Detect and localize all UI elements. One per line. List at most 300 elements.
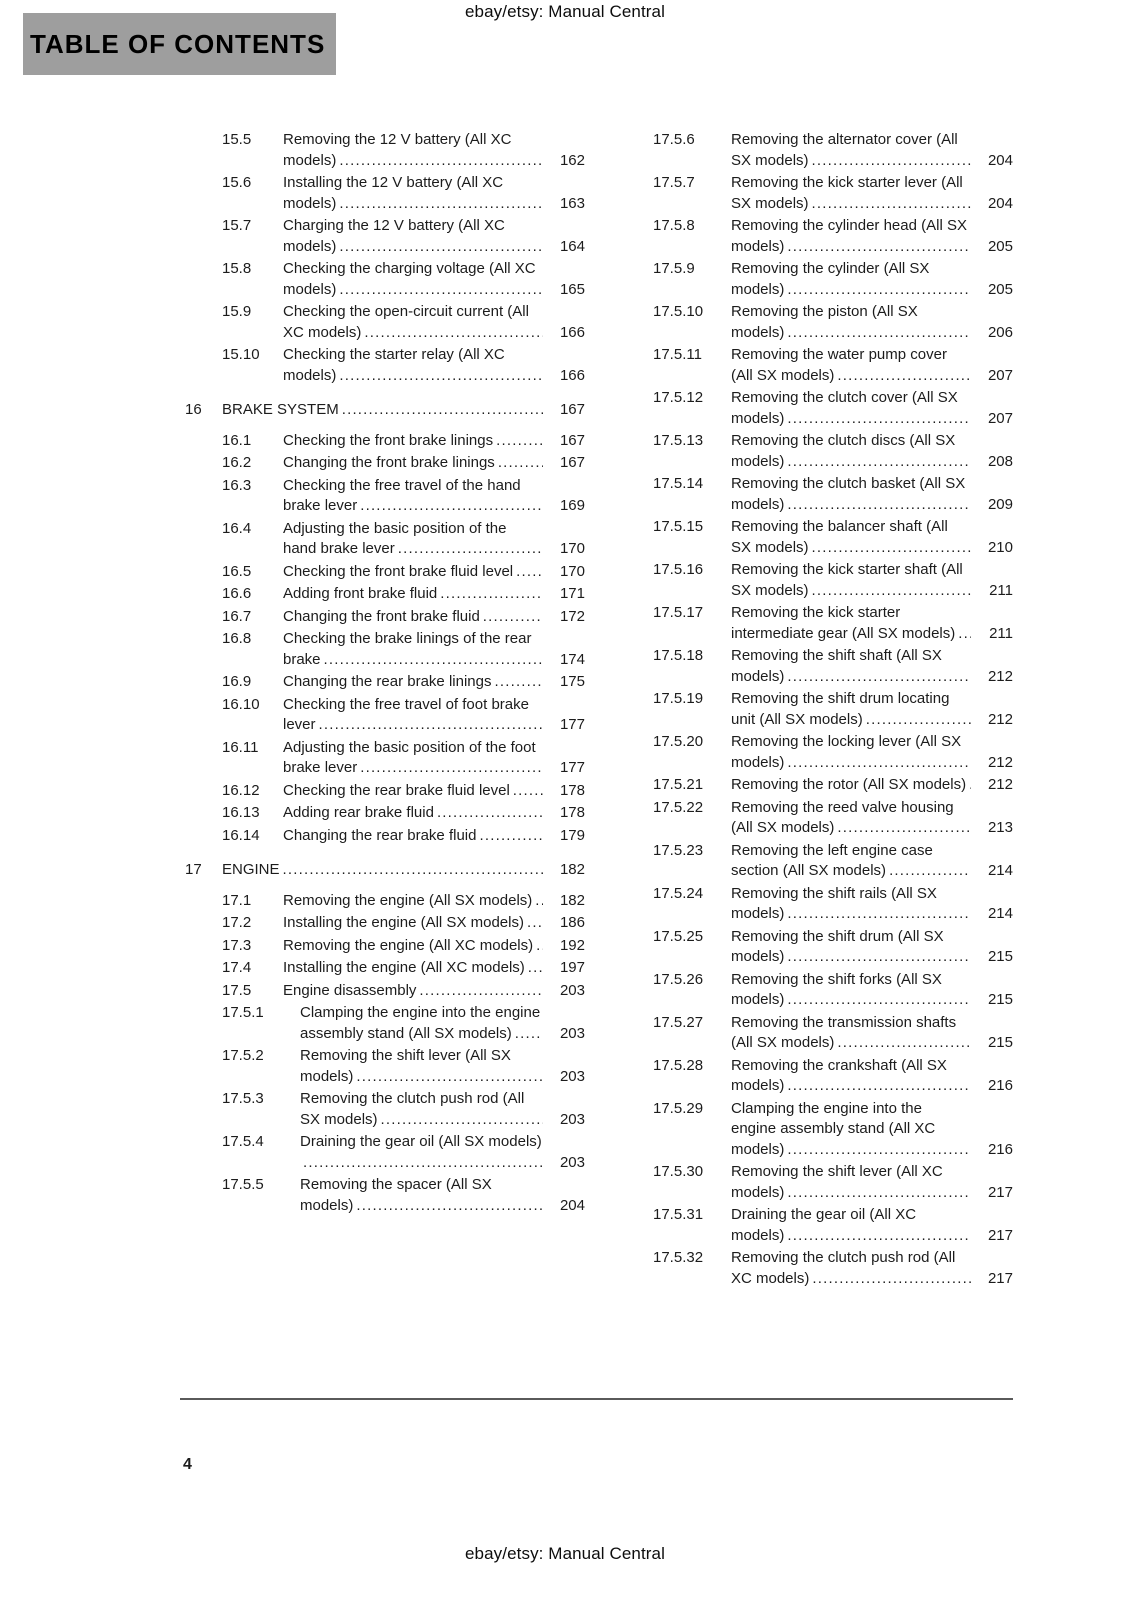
toc-entry-title (731, 173, 971, 214)
toc-entry-title (283, 584, 543, 605)
toc-entry-label: Adjusting the basic position of the foot brake lever ..... (283, 739, 536, 777)
toc-entry-label: Removing the kick starter intermediate gear (All SX models) ..... (731, 604, 958, 642)
toc-entry-number: 16.7 (222, 607, 252, 625)
toc-entry-title (283, 913, 543, 934)
toc-entry-number: 16.1 (222, 431, 252, 449)
toc-entry-number: 17.2 (222, 914, 252, 931)
toc-entry (653, 1248, 1013, 1289)
toc-entry-number: 17.5.12 (653, 389, 704, 406)
toc-entry (222, 1132, 585, 1173)
toc-entry-label: Removing the shift lever (All SX models) ..... (300, 1047, 511, 1085)
toc-entry-title (300, 1089, 543, 1130)
toc-entry (222, 958, 585, 979)
toc-entry (653, 474, 1013, 515)
footer-divider (180, 1398, 1013, 1400)
toc-entry-page: 167 (559, 431, 585, 449)
toc-entry (222, 173, 585, 214)
toc-entry-label: Checking the charging voltage (All XC models) ..... (283, 260, 536, 298)
toc-entry-page: 211 (989, 624, 1013, 642)
toc-entry-number: 17.5.2 (222, 1047, 264, 1064)
toc-entry-page: 207 (987, 409, 1013, 427)
toc-entry-title (283, 803, 543, 824)
toc-entry (653, 345, 1013, 386)
toc-entry-number: 17.5.14 (653, 475, 704, 492)
toc-entry-label: Removing the clutch push rod (All SX models) ..... (300, 1090, 524, 1128)
toc-entry (222, 259, 585, 300)
toc-entry-page: 216 (987, 1077, 1013, 1094)
toc-entry-label: Clamping the engine into the engine assembly stand (All SX models) ..... (300, 1004, 540, 1042)
toc-entry-number: 15.9 (222, 303, 252, 320)
toc-entry-title (283, 259, 543, 300)
toc-entry-title (731, 603, 971, 644)
toc-entry-page: 178 (559, 781, 585, 799)
toc-entry-number: 17.5.20 (653, 733, 704, 750)
toc-entry-label: Changing the front brake fluid ..... (283, 608, 483, 625)
toc-entry-title (283, 130, 543, 171)
toc-entry-page: 203 (559, 981, 585, 999)
toc-entry-label: Changing the front brake linings ..... (283, 454, 498, 471)
toc-entry-label: Removing the crankshaft (All SX models) ..... (731, 1057, 947, 1095)
toc-entry-number: 17.5.4 (222, 1133, 264, 1150)
toc-entry-page: 208 (987, 452, 1013, 470)
toc-entry-label: Checking the brake linings of the rear brake ..... (283, 630, 531, 668)
toc-entry-label: Changing the rear brake linings ..... (283, 673, 494, 690)
toc-entry-page: 166 (559, 366, 585, 384)
toc-entry-title (731, 560, 971, 601)
toc-entry-label: Removing the locking lever (All SX models) ..... (731, 733, 961, 771)
toc-entry-page: 204 (559, 1196, 585, 1214)
toc-entry-label: Removing the clutch cover (All SX models) ..... (731, 389, 958, 427)
toc-entry-title (731, 345, 971, 386)
toc-entry-number: 16.11 (222, 738, 259, 756)
toc-entry-number: 15.10 (222, 346, 260, 363)
toc-entry-label: Adding rear brake fluid ..... (283, 804, 437, 821)
toc-entry-number: 17.5.3 (222, 1090, 264, 1107)
toc-entry-number: 17.5.11 (653, 346, 702, 363)
toc-entry-label: Removing the water pump cover (All SX models) ..... (731, 346, 947, 384)
toc-entry-page: 215 (987, 948, 1013, 965)
toc-entry-title (283, 173, 543, 214)
toc-entry-title (731, 646, 971, 687)
toc-entry (222, 302, 585, 343)
toc-entry-page: 215 (987, 1034, 1013, 1051)
toc-entry-label: Engine disassembly ..... (283, 982, 419, 999)
toc-entry-label: Removing the shift lever (All XC models) ..... (731, 1163, 943, 1201)
toc-entry-page: 172 (559, 607, 585, 625)
toc-entry-page: 182 (559, 891, 585, 909)
toc-entry-title (283, 607, 543, 628)
toc-entry-title (283, 738, 543, 779)
toc-entry-number: 17.5.31 (653, 1206, 704, 1223)
toc-entry-label: Installing the 12 V battery (All XC models) ..... (283, 174, 503, 212)
toc-entry-title (222, 400, 543, 421)
toc-entry-number: 17.3 (222, 936, 252, 954)
toc-entry-title (731, 732, 971, 773)
toc-entry-title (731, 130, 971, 171)
toc-entry-title (731, 216, 971, 257)
toc-entry-number: 17.5.9 (653, 260, 695, 277)
toc-entry-number: 17.5.23 (653, 841, 704, 859)
toc-entry-page: 163 (559, 194, 585, 212)
toc-entry (222, 1003, 585, 1044)
toc-entry-title (283, 629, 543, 670)
toc-entry (222, 130, 585, 171)
toc-entry-title (283, 519, 543, 560)
toc-entry-title (731, 689, 971, 730)
toc-entry (653, 884, 1013, 925)
toc-entry-label: Adding front brake fluid ..... (283, 585, 440, 602)
toc-entry-number: 15.6 (222, 174, 252, 191)
toc-entry-number: 17.5.8 (653, 217, 695, 234)
toc-entry-page: 204 (987, 194, 1013, 212)
toc-entry-label: Checking the free travel of foot brake lever ..... (283, 696, 529, 734)
toc-entry-label: Removing the kick starter lever (All SX models) ..... (731, 174, 963, 212)
toc-entry-label: Removing the engine (All XC models) ..... (283, 937, 536, 954)
toc-entry-page: 206 (987, 323, 1013, 341)
toc-entry (653, 689, 1013, 730)
toc-entry-title (283, 981, 543, 1002)
toc-entry (222, 738, 585, 779)
toc-entry (222, 629, 585, 670)
toc-entry (222, 607, 585, 628)
toc-entry-page: 170 (559, 562, 585, 580)
toc-entry (222, 584, 585, 605)
toc-entry-number: 17.5.16 (653, 561, 704, 578)
toc-entry-title (283, 345, 543, 386)
toc-entry-title (300, 1046, 543, 1087)
toc-entry-title (731, 517, 971, 558)
toc-entry (653, 1056, 1013, 1097)
toc-entry-number: 17.5.21 (653, 776, 704, 793)
toc-entry-title (731, 970, 971, 1011)
toc-entry (222, 519, 585, 560)
toc-entry (653, 560, 1013, 601)
toc-entry-title (731, 775, 971, 796)
toc-entry (185, 400, 585, 421)
toc-entry (653, 927, 1013, 968)
toc-entry (222, 981, 585, 1002)
toc-entry-label: Adjusting the basic position of the hand brake lever ..... (283, 520, 506, 558)
toc-entry-page: 177 (559, 716, 585, 733)
toc-entry-number: 17.5.18 (653, 647, 704, 664)
toc-entry-title (731, 474, 971, 515)
toc-entry-page: 182 (559, 861, 585, 878)
toc-entry-page: 205 (987, 280, 1013, 298)
toc-entry-number: 16.5 (222, 562, 252, 580)
page-number: 4 (183, 1456, 192, 1473)
toc-entry-number: 16.13 (222, 804, 260, 821)
toc-entry-title (283, 672, 543, 693)
toc-entry-title (283, 695, 543, 736)
toc-entry (222, 891, 585, 912)
toc-entry-title (731, 927, 971, 968)
toc-entry-label: Checking the front brake linings ..... (283, 432, 496, 449)
toc-entry (222, 1089, 585, 1130)
toc-entry-page: 214 (987, 862, 1013, 879)
toc-entry-title (731, 302, 971, 343)
toc-entry-number: 17.5.27 (653, 1013, 704, 1031)
toc-entry (222, 453, 585, 474)
toc-entry-title (283, 453, 543, 474)
toc-entry-title (300, 1175, 543, 1216)
toc-entry-label: Installing the engine (All SX models) ..... (283, 914, 527, 931)
page-title: TABLE OF CONTENTS (30, 28, 326, 59)
toc-entry-label: Removing the engine (All SX models) ..... (283, 892, 535, 909)
toc-entry-title (731, 841, 971, 882)
toc-entry-page: 171 (559, 585, 585, 602)
toc-entry-page: 166 (559, 323, 585, 341)
toc-entry-title (283, 891, 543, 912)
toc-entry (653, 603, 1013, 644)
toc-entry-title (731, 1013, 971, 1054)
toc-entry-number: 16.4 (222, 519, 252, 537)
toc-entry (653, 732, 1013, 773)
toc-entry-label: Checking the free travel of the hand brake lever ..... (283, 477, 521, 515)
toc-entry-label: Removing the reed valve housing (All SX models) ..... (731, 799, 954, 837)
toc-entry-page: 209 (987, 495, 1013, 513)
toc-entry-title (731, 1162, 971, 1203)
toc-entry-page: 212 (987, 753, 1013, 771)
toc-entry-page: 216 (987, 1140, 1013, 1158)
header-brand: ebay/etsy: Manual Central (465, 2, 665, 21)
toc-entry-title (283, 958, 543, 979)
toc-entry-number: 17.5.6 (653, 131, 695, 148)
toc-entry-title (731, 884, 971, 925)
toc-entry-title (731, 388, 971, 429)
toc-entry-page: 192 (559, 936, 585, 954)
toc-entry-page: 175 (559, 673, 585, 690)
toc-entry-page: 204 (987, 151, 1013, 169)
toc-entry-number: 17.5.7 (653, 174, 695, 191)
toc-entry-label: Removing the cylinder head (All SX models) ..... (731, 217, 967, 255)
toc-entry-title (283, 431, 543, 452)
toc-entry-number: 17.5.19 (653, 690, 704, 707)
toc-entry (653, 798, 1013, 839)
toc-entry-label: Removing the transmission shafts (All SX models) ..... (731, 1014, 956, 1052)
toc-entry-label: Removing the 12 V battery (All XC models) ..... (283, 131, 511, 169)
toc-entry-label: Removing the clutch push rod (All XC models) ..... (731, 1249, 955, 1287)
toc-entry-page: 210 (987, 538, 1013, 556)
toc-entry-title (731, 1099, 971, 1161)
toc-entry (222, 1175, 585, 1216)
toc-entry-label: Removing the shift shaft (All SX models) ..... (731, 647, 942, 685)
toc-entry (222, 216, 585, 257)
toc-entry-page: 167 (559, 454, 585, 471)
toc-entry (653, 1162, 1013, 1203)
toc-entry-page: 169 (559, 497, 585, 514)
toc-entry-title (731, 259, 971, 300)
toc-entry-page: 213 (987, 819, 1013, 836)
toc-entry-page: 164 (559, 237, 585, 255)
toc-entry-label: Removing the shift forks (All SX models) ..... (731, 971, 942, 1009)
toc-entry-page: 203 (559, 1110, 585, 1128)
toc-entry (653, 388, 1013, 429)
toc-entry (222, 803, 585, 824)
toc-entry (222, 826, 585, 847)
toc-entry-label: BRAKE SYSTEM ..... (222, 401, 342, 418)
toc-entry-title (283, 302, 543, 343)
toc-entry-label: Removing the kick starter shaft (All SX models) ..... (731, 561, 963, 599)
toc-entry-label: Removing the alternator cover (All SX models) ..... (731, 131, 958, 169)
toc-column-left (185, 130, 585, 1291)
toc-entry-number: 15.8 (222, 260, 252, 277)
toc-entry (653, 646, 1013, 687)
toc-entry-number: 16.6 (222, 585, 252, 602)
toc-entry-title (283, 781, 543, 802)
toc-entry-number: 17.5.25 (653, 927, 704, 945)
toc-entry-label: Removing the clutch discs (All SX models) ..... (731, 432, 955, 470)
toc-entry (222, 431, 585, 452)
toc-entry-number: 16.14 (222, 826, 260, 844)
toc-entry-label: Removing the balancer shaft (All SX models) ..... (731, 518, 948, 556)
toc-entry-page: 203 (559, 1067, 585, 1085)
toc-entry-page: 165 (559, 280, 585, 298)
toc-entry (222, 562, 585, 583)
toc-entry-title (300, 1003, 543, 1044)
toc-entry-number: 17.1 (222, 891, 252, 909)
toc-entry-page: 211 (989, 581, 1013, 599)
toc-entry-page: 212 (987, 710, 1013, 728)
toc-entry-number: 17.5.32 (653, 1249, 704, 1266)
toc-entry-number: 17.4 (222, 959, 252, 976)
toc-entry-number: 17 (185, 861, 202, 878)
toc-entry-label: Draining the gear oil (All XC models) ..... (731, 1206, 916, 1244)
toc-entry-number: 17.5.15 (653, 518, 704, 535)
toc-entry-page: 170 (559, 540, 585, 557)
toc-entry (653, 1013, 1013, 1054)
toc-entry-label: Checking the open-circuit current (All XC models) ..... (283, 303, 529, 341)
toc-entry-label: Checking the front brake fluid level ..... (283, 563, 516, 580)
toc-entry-page: 177 (559, 759, 585, 776)
toc-entry-label: Removing the spacer (All SX models) ..... (300, 1176, 492, 1214)
toc-entry (222, 695, 585, 736)
toc-entry (653, 1205, 1013, 1246)
toc-entry-label: Removing the shift rails (All SX models) ..... (731, 885, 937, 923)
toc-entry-number: 17.5.5 (222, 1176, 264, 1193)
toc-entry-title (222, 860, 543, 881)
toc-entry-label: Removing the rotor (All SX models) ..... (731, 776, 969, 793)
toc-entry (653, 302, 1013, 343)
toc-entry (185, 860, 585, 881)
toc-entry-title (283, 216, 543, 257)
toc-entry-number: 16 (185, 401, 202, 418)
toc-entry-page: 205 (987, 237, 1013, 255)
toc-entry-number: 17.5.26 (653, 970, 704, 988)
toc-entry-page: 212 (987, 776, 1013, 793)
toc-entry-label: Removing the clutch basket (All SX models) ..... (731, 475, 965, 513)
toc-entry-page: 178 (559, 804, 585, 821)
toc-entry-number: 17.5.30 (653, 1163, 704, 1180)
toc-entry-label: Charging the 12 V battery (All XC models) ..... (283, 217, 505, 255)
toc-entry-label: Removing the shift drum locating unit (All SX models) ..... (731, 690, 949, 728)
toc-entry-number: 17.5.28 (653, 1056, 704, 1074)
toc-entry-number: 17.5 (222, 981, 252, 999)
toc-entry-page: 162 (559, 151, 585, 169)
toc-entry-page: 215 (987, 991, 1013, 1008)
toc-entry-label: Draining the gear oil (All SX models) ..... (300, 1133, 542, 1171)
toc-entry (222, 1046, 585, 1087)
toc-entry-title (283, 476, 543, 517)
toc-entry-number: 17.5.22 (653, 798, 704, 816)
toc-entry (222, 936, 585, 957)
toc-entry-number: 17.5.1 (222, 1004, 264, 1021)
toc-entry-label: Checking the rear brake fluid level ..... (283, 782, 513, 799)
toc-entry (222, 476, 585, 517)
toc-entry-number: 17.5.13 (653, 432, 704, 449)
toc-entry-page: 203 (559, 1153, 585, 1171)
footer-brand: ebay/etsy: Manual Central (465, 1544, 665, 1563)
toc-entry-number: 16.12 (222, 781, 260, 799)
toc-entry-page: 217 (987, 1226, 1013, 1244)
toc-column-right (616, 130, 1013, 1291)
toc-entry-page: 207 (987, 366, 1013, 384)
toc-entry (222, 345, 585, 386)
toc-entry-title (283, 936, 543, 957)
toc-entry-page: 179 (559, 826, 585, 844)
toc-entry-page: 203 (559, 1024, 585, 1042)
toc-entry-label: Removing the cylinder (All SX models) ..... (731, 260, 929, 298)
toc-entry-number: 16.3 (222, 476, 252, 494)
toc-entry (653, 216, 1013, 257)
toc-entry (222, 781, 585, 802)
toc-entry (653, 1099, 1013, 1161)
toc-entry (653, 970, 1013, 1011)
toc-entry-number: 17.5.29 (653, 1099, 704, 1117)
toc-entry-number: 17.5.24 (653, 884, 704, 902)
toc-entry-page: 197 (559, 959, 585, 976)
toc-entry-title (300, 1132, 543, 1173)
toc-entry-page: 212 (987, 667, 1013, 685)
toc-entry-page: 217 (987, 1183, 1013, 1201)
toc-entry-title (283, 826, 543, 847)
toc-entry (653, 173, 1013, 214)
toc-entry-label: ENGINE ..... (222, 861, 283, 878)
toc-entry-title (731, 798, 971, 839)
toc-entry-label: Checking the starter relay (All XC models) ..... (283, 346, 505, 384)
toc-entry-title (731, 1248, 971, 1289)
toc-entry-page: 186 (559, 914, 585, 931)
toc-entry-number: 15.5 (222, 131, 252, 148)
toc-entry (653, 431, 1013, 472)
toc-entry-page: 214 (987, 905, 1013, 922)
toc-entry (222, 913, 585, 934)
toc-entry-number: 17.5.17 (653, 604, 704, 621)
toc-entry-number: 16.8 (222, 630, 252, 647)
toc-entry-label: Changing the rear brake fluid ..... (283, 827, 479, 844)
toc-entry (222, 672, 585, 693)
toc-entry (653, 259, 1013, 300)
toc-entry-page: 217 (987, 1269, 1013, 1287)
toc-entry-number: 17.5.10 (653, 303, 704, 320)
toc-entry-title (731, 1205, 971, 1246)
toc-entry-label: Removing the shift drum (All SX models) ..... (731, 928, 944, 966)
toc-entry-number: 16.10 (222, 695, 260, 713)
toc-entry (653, 775, 1013, 796)
toc-entry-label: Clamping the engine into the engine assembly stand (All XC models) ..... (731, 1100, 935, 1158)
toc-title-box (23, 13, 336, 75)
toc-entry (653, 130, 1013, 171)
toc-entry-label: Removing the piston (All SX models) ..... (731, 303, 918, 341)
toc-entry-page: 174 (559, 650, 585, 668)
toc-entry-number: 16.2 (222, 454, 252, 471)
toc-entry-number: 15.7 (222, 217, 252, 234)
toc-entry-title (283, 562, 543, 583)
toc-entry-title (731, 431, 971, 472)
toc-entry (653, 841, 1013, 882)
toc-entry (653, 517, 1013, 558)
toc-entry-title (731, 1056, 971, 1097)
toc-entry-label: Removing the left engine case section (All SX models) ..... (731, 842, 933, 880)
